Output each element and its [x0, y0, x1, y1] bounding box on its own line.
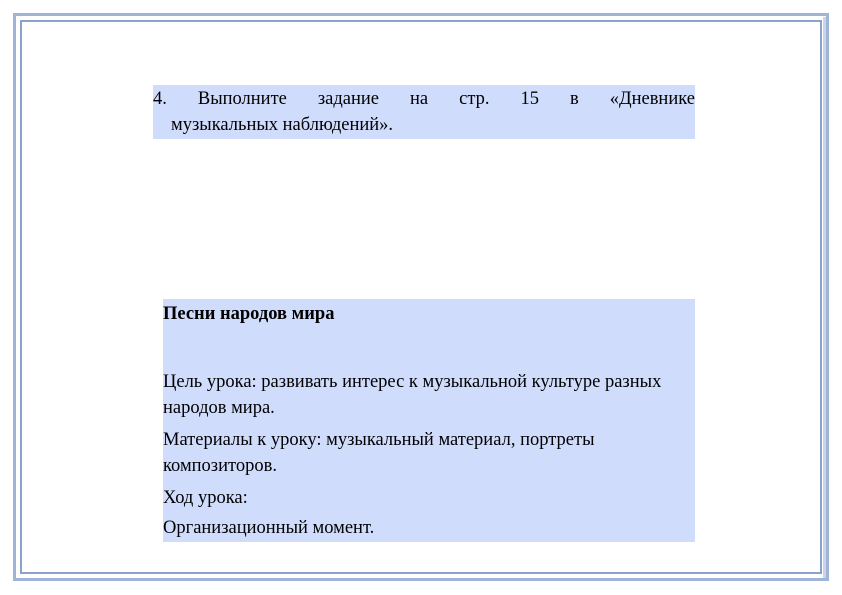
task-word: Выполните	[197, 89, 287, 109]
task-word: 4.	[153, 89, 167, 109]
lesson-goal: Цель урока: развивать интерес к музыкальной культуре разных народов мира.	[163, 372, 662, 418]
task-word: 15	[520, 89, 539, 109]
task-line-2: музыкальных наблюдений».	[171, 115, 394, 135]
lesson-materials: Материалы к уроку: музыкальный материал, портреты композиторов.	[163, 430, 595, 476]
lesson-course-heading: Ход урока:	[163, 488, 248, 508]
task-block	[153, 85, 695, 139]
task-word: «Дневнике	[609, 89, 695, 109]
task-word: задание	[317, 89, 380, 109]
task-word: в	[569, 89, 579, 109]
lesson-org-moment: Организационный момент.	[163, 518, 375, 538]
lesson-title: Песни народов мира	[163, 304, 335, 324]
task-line-1	[153, 85, 695, 112]
task-word: стр.	[459, 89, 490, 109]
task-word: на	[410, 89, 429, 109]
lesson-block	[163, 299, 695, 542]
